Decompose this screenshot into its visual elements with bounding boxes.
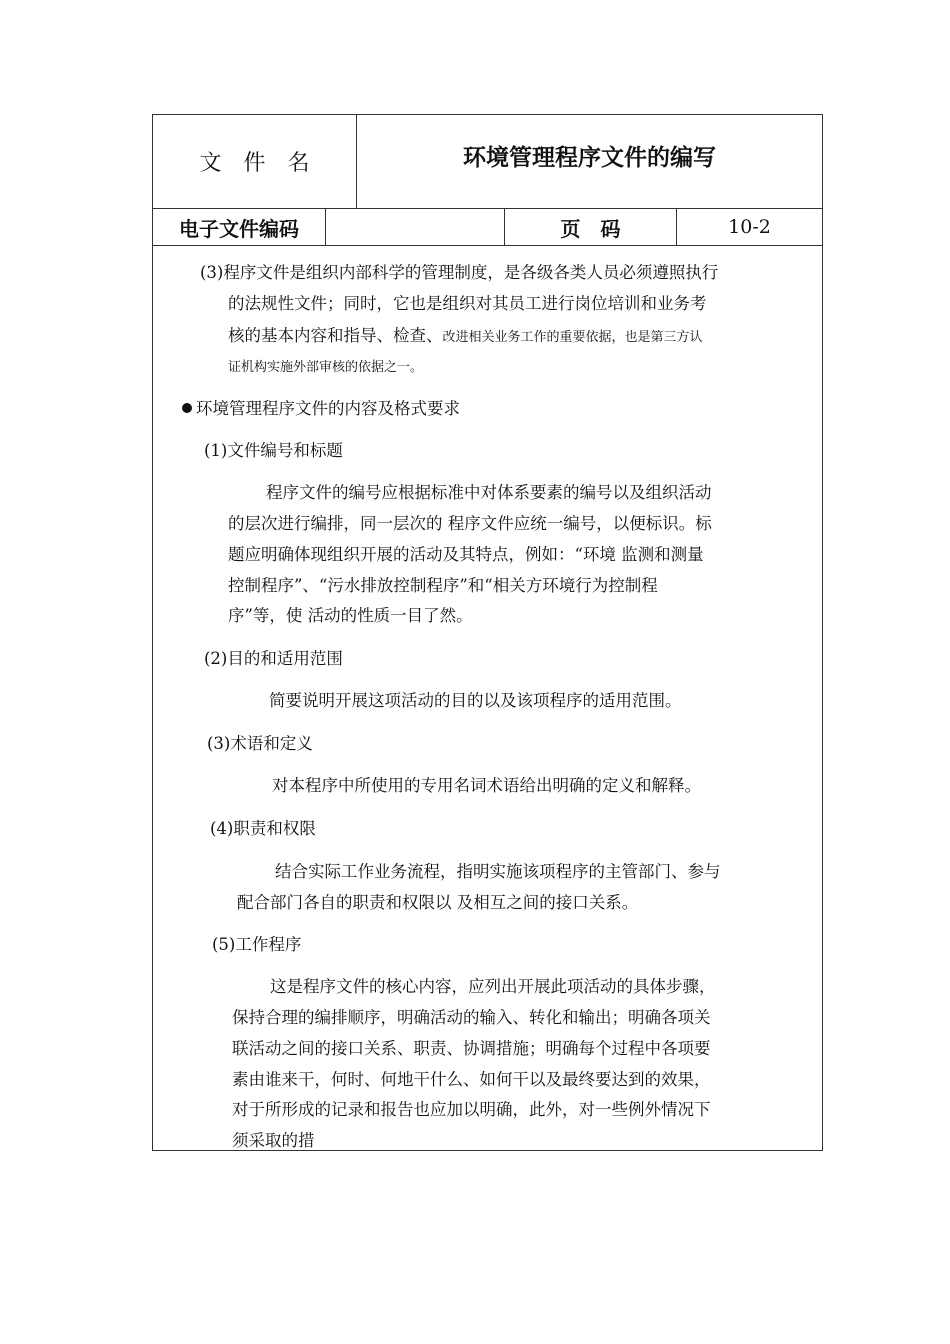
section-heading: (5)工作程序	[212, 935, 302, 954]
body-line: 序”等，使 活动的性质一目了然。	[228, 606, 473, 625]
body-line: 结合实际工作业务流程，指明实施该项程序的主管部门、参与	[275, 862, 721, 881]
body-line: 程序文件的编号应根据标准中对体系要素的编号以及组织活动	[266, 483, 712, 502]
body-line: 素由谁来干，何时、何地干什么、如何干以及最终要达到的效果，	[232, 1070, 711, 1089]
body-line: 题应明确体现组织开展的活动及其特点，例如：“环境 监测和测量	[228, 545, 704, 564]
body-line: 须采取的措	[232, 1131, 315, 1150]
body-line: 对于所形成的记录和报告也应加以明确，此外，对一些例外情况下	[232, 1100, 711, 1119]
file-name-label: 文 件 名	[199, 151, 310, 176]
section-heading: (2)目的和适用范围	[204, 649, 343, 668]
body-line: 保持合理的编排顺序，明确活动的输入、转化和输出；明确各项关	[232, 1008, 711, 1027]
body-line: 联活动之间的接口关系、职责、协调措施；明确每个过程中各项要	[232, 1039, 711, 1058]
page-number: 10-2	[728, 216, 771, 238]
body-line: 证机构实施外部审核的依据之一。	[228, 360, 424, 375]
document-title: 环境管理程序文件的编写	[463, 144, 716, 171]
body-line: 的层次进行编排，同一层次的 程序文件应统一编号，以便标识。标	[228, 514, 712, 533]
body-line: (3)程序文件是组织内部科学的管理制度，是各级各类人员必须遵照执行	[200, 263, 719, 282]
body-line: 这是程序文件的核心内容，应列出开展此项活动的具体步骤，	[270, 977, 716, 996]
section-heading: (1)文件编号和标题	[204, 441, 343, 460]
electronic-code-label: 电子文件编码	[179, 216, 299, 241]
body-text-small: 改进相关业务工作的重要依据，也是第三方认	[442, 330, 703, 345]
body-text: 核的基本内容和指导、检查、	[228, 326, 443, 345]
section-heading: (4)职责和权限	[210, 819, 316, 838]
body-line: 简要说明开展这项活动的目的以及该项程序的适用范围。	[269, 691, 682, 710]
body-line: 的法规性文件；同时，它也是组织对其员工进行岗位培训和业务考	[228, 294, 707, 313]
electronic-code-value	[326, 209, 504, 245]
body-line: 配合部门各自的职责和权限以 及相互之间的接口关系。	[237, 893, 639, 912]
row-divider	[153, 245, 822, 246]
section-heading: (3)术语和定义	[207, 734, 313, 753]
body-line: 对本程序中所使用的专用名词术语给出明确的定义和解释。	[272, 776, 701, 795]
body-line	[228, 326, 703, 348]
body-line: 控制程序”、“污水排放控制程序”和“相关方环境行为控制程	[228, 576, 658, 595]
bullet-heading	[182, 399, 460, 419]
bullet-icon	[182, 403, 192, 413]
bullet-heading-text: 环境管理程序文件的内容及格式要求	[196, 399, 460, 418]
page-label: 页 码	[560, 216, 621, 241]
